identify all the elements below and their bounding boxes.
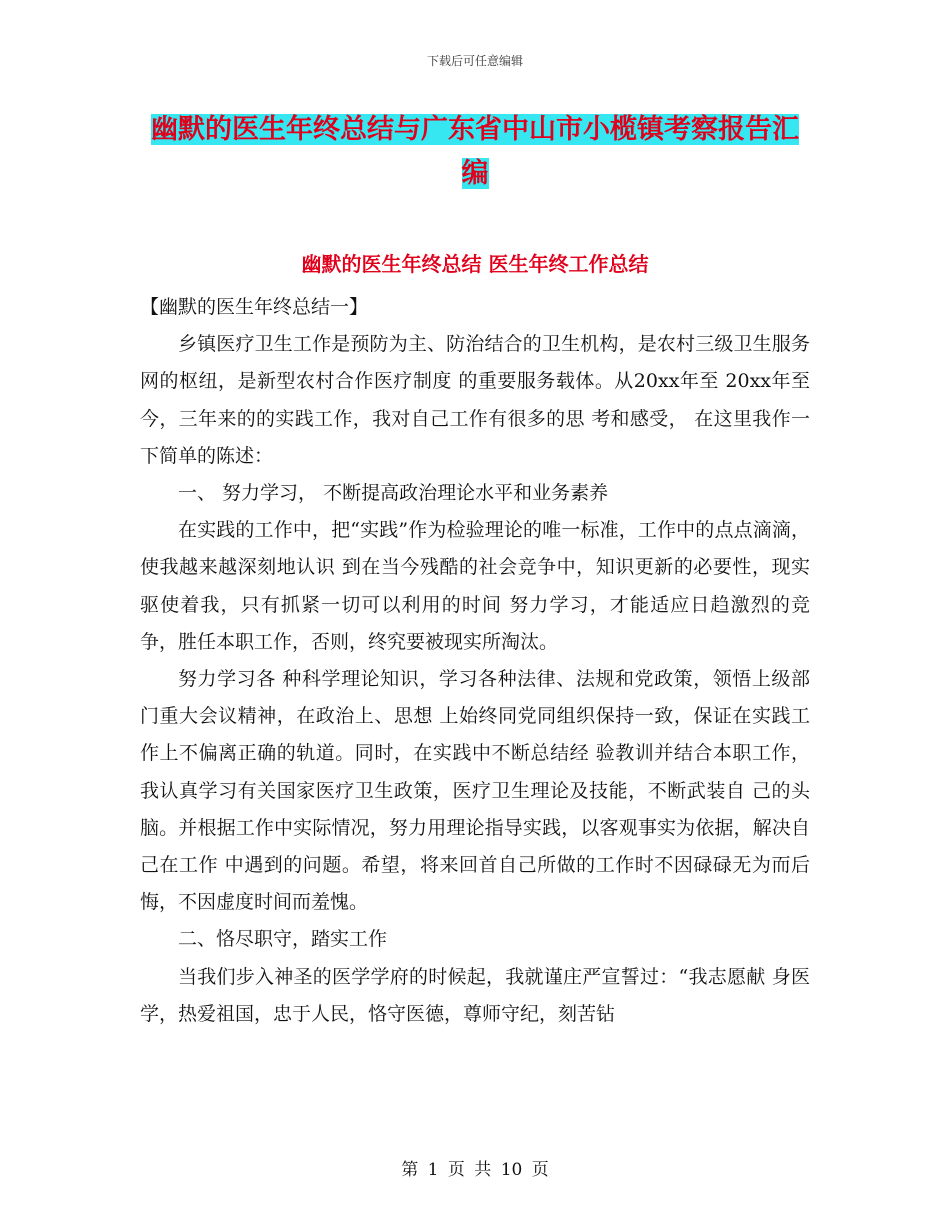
document-title-text: 幽默的医生年终总结与广东省中山市小榄镇考察报告汇编 <box>151 114 799 189</box>
paragraph: 当我们步入神圣的医学学府的时候起，我就谨庄严宣誓过：“我志愿献 身医学，热爱祖国，忠于人民，恪守医德，尊师守纪，刻苦钻 <box>140 965 810 1025</box>
page-number: 第 1 页 共 10 页 <box>401 1160 549 1180</box>
paragraph: 乡镇医疗卫生工作是预防为主、防治结合的卫生机构，是农村三级卫生服务网的枢纽，是新型农村合作医疗制度 的重要服务载体。从20xx年至 20xx年至今，三年来的的实践工作，我对自己工作有很多的思 考和感受， 在这里我作一下简单的陈述： <box>140 333 810 467</box>
document-body <box>140 289 810 1033</box>
paragraph: 努力学习各 种科学理论知识，学习各种法律、法规和党政策，领悟上级部门重大会议精神，在政治上、思想 上始终同党同组织保持一致，保证在实践工作上不偏离正确的轨道。同时，在实践中不断总结经 验教训并结合本职工作，我认真学习有关国家医疗卫生政策，医疗卫生理论及技能，不断武装自 己的头脑。并根据工作中实际情况，努力用理论指导实践，以客观事实为依据，解决自己在工作 中遇到的问题。希望，将来回首自己所做的工作时不因碌碌无为而后悔，不因虚度时间而羞愧。 <box>140 668 810 914</box>
document-title <box>140 108 810 196</box>
section-title: 幽默的医生年终总结 医生年终工作总结 <box>301 252 649 276</box>
section-heading: 【幽默的医生年终总结一】 <box>140 296 369 318</box>
paragraph: 在实践的工作中，把“实践”作为检验理论的唯一标准，工作中的点点滴滴，使我越来越深刻地认识 到在当今残酷的社会竞争中，知识更新的必要性，现实驱使着我，只有抓紧一切可以利用的时间 努力学习，才能适应日趋激烈的竞争，胜任本职工作，否则，终究要被现实所淘汰。 <box>140 519 810 653</box>
subheading: 二、恪尽职守，踏实工作 <box>178 928 388 951</box>
subheading: 一、 努力学习， 不断提高政治理论水平和业务素养 <box>178 482 609 505</box>
page-header: 下载后可任意编辑 <box>426 54 523 68</box>
